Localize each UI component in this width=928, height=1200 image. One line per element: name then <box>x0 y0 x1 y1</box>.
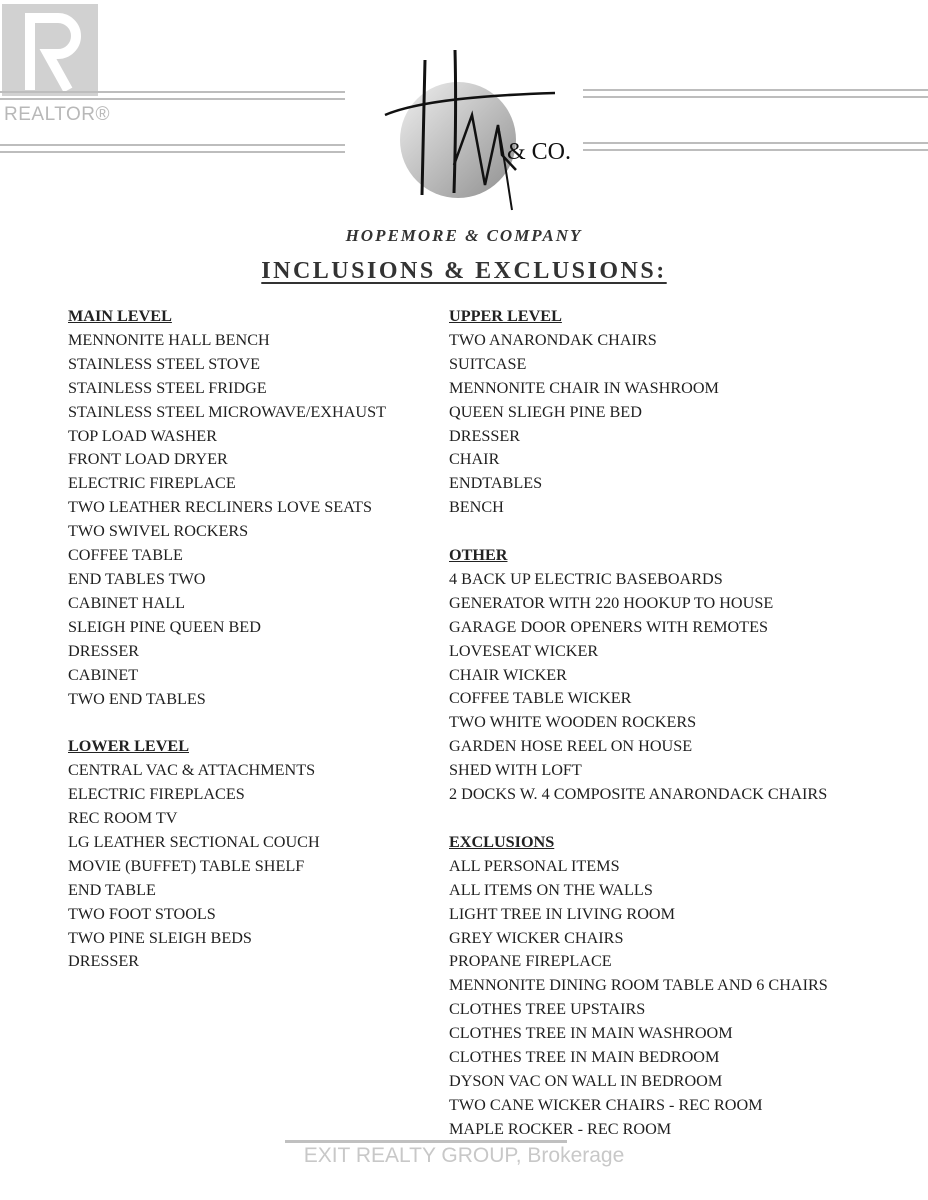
main-level-list <box>68 329 386 712</box>
list-item: CLOTHES TREE IN MAIN BEDROOM <box>449 1048 720 1067</box>
section-title-other: OTHER <box>449 546 508 565</box>
section-gap <box>449 807 828 831</box>
list-item: 2 DOCKS W. 4 COMPOSITE ANARONDACK CHAIRS <box>449 785 828 804</box>
left-column <box>68 305 386 974</box>
list-item: ALL ITEMS ON THE WALLS <box>449 880 653 899</box>
list-item: TWO WHITE WOODEN ROCKERS <box>449 713 697 732</box>
list-item: COFFEE TABLE <box>68 546 183 565</box>
logo-suffix-text: & CO. <box>507 139 572 165</box>
page-title-text: INCLUSIONS & EXCLUSIONS: <box>261 258 667 284</box>
lower-level-list <box>68 759 386 974</box>
list-item: CHAIR <box>449 450 500 469</box>
section-title-main-level: MAIN LEVEL <box>68 307 172 325</box>
list-item: MENNONITE HALL BENCH <box>68 330 270 349</box>
list-item: STAINLESS STEEL FRIDGE <box>68 378 267 397</box>
list-item: BENCH <box>449 498 504 517</box>
list-item: LOVESEAT WICKER <box>449 641 599 660</box>
list-item: 4 BACK UP ELECTRIC BASEBOARDS <box>449 569 723 588</box>
list-item: CLOTHES TREE UPSTAIRS <box>449 1000 646 1019</box>
list-item: LIGHT TREE IN LIVING ROOM <box>449 904 676 923</box>
list-item: DRESSER <box>68 952 140 971</box>
list-item: MAPLE ROCKER - REC ROOM <box>449 1119 672 1138</box>
list-item: GENERATOR WITH 220 HOOKUP TO HOUSE <box>449 593 774 612</box>
list-item: MENNONITE CHAIR IN WASHROOM <box>449 378 719 397</box>
list-item: ELECTRIC FIREPLACES <box>68 785 245 804</box>
list-item: TWO ANARONDAK CHAIRS <box>449 330 657 349</box>
exclusions-list <box>449 855 828 1142</box>
list-item: CABINET HALL <box>68 593 186 612</box>
realtor-watermark-text: REALTOR® <box>4 104 110 125</box>
list-item: GARDEN HOSE REEL ON HOUSE <box>449 737 693 756</box>
list-item: LG LEATHER SECTIONAL COUCH <box>68 832 320 851</box>
other-list <box>449 568 828 807</box>
section-gap <box>68 711 386 735</box>
list-item: MENNONITE DINING ROOM TABLE AND 6 CHAIRS <box>449 976 828 995</box>
upper-level-list <box>449 329 828 520</box>
list-item: END TABLE <box>68 880 156 899</box>
list-item: TWO LEATHER RECLINERS LOVE SEATS <box>68 498 372 517</box>
list-item: QUEEN SLIEGH PINE BED <box>449 402 642 421</box>
list-item: CLOTHES TREE IN MAIN WASHROOM <box>449 1024 733 1043</box>
list-item: CENTRAL VAC & ATTACHMENTS <box>68 761 316 780</box>
list-item: END TABLES TWO <box>68 569 206 588</box>
section-gap <box>449 520 828 544</box>
list-item: MOVIE (BUFFET) TABLE SHELF <box>68 856 305 875</box>
list-item: TWO SWIVEL ROCKERS <box>68 522 249 541</box>
hm-co-logo <box>380 45 590 215</box>
page-title <box>0 258 928 285</box>
list-item: GARAGE DOOR OPENERS WITH REMOTES <box>449 617 768 636</box>
list-item: CABINET <box>68 665 139 684</box>
brokerage-watermark: EXIT REALTY GROUP, Brokerage <box>303 1144 625 1167</box>
list-item: STAINLESS STEEL MICROWAVE/EXHAUST <box>68 402 386 421</box>
list-item: ELECTRIC FIREPLACE <box>68 474 236 493</box>
list-item: DRESSER <box>68 641 140 660</box>
list-item: STAINLESS STEEL STOVE <box>68 354 261 373</box>
list-item: TWO PINE SLEIGH BEDS <box>68 928 252 947</box>
list-item: DYSON VAC ON WALL IN BEDROOM <box>449 1071 723 1090</box>
list-item: GREY WICKER CHAIRS <box>449 928 624 947</box>
section-title-exclusions: EXCLUSIONS <box>449 832 555 851</box>
list-item: TWO END TABLES <box>68 689 206 708</box>
list-item: ALL PERSONAL ITEMS <box>449 856 620 875</box>
list-item: TWO CANE WICKER CHAIRS - REC ROOM <box>449 1095 763 1114</box>
list-item: COFFEE TABLE WICKER <box>449 689 632 708</box>
list-item: DRESSER <box>449 426 521 445</box>
footer-divider <box>285 1140 567 1143</box>
section-title-upper-level: UPPER LEVEL <box>449 307 562 325</box>
list-item: TWO FOOT STOOLS <box>68 904 216 923</box>
list-item: REC ROOM TV <box>68 809 178 828</box>
list-item: TOP LOAD WASHER <box>68 426 217 445</box>
company-name: HOPEMORE & COMPANY <box>345 226 583 245</box>
right-column <box>449 305 828 1142</box>
section-title-lower-level: LOWER LEVEL <box>68 737 189 756</box>
list-item: PROPANE FIREPLACE <box>449 952 612 971</box>
list-item: FRONT LOAD DRYER <box>68 450 228 469</box>
list-item: SLEIGH PINE QUEEN BED <box>68 617 261 636</box>
list-item: SUITCASE <box>449 354 527 373</box>
list-item: CHAIR WICKER <box>449 665 567 684</box>
list-item: ENDTABLES <box>449 474 543 493</box>
list-item: SHED WITH LOFT <box>449 761 582 780</box>
